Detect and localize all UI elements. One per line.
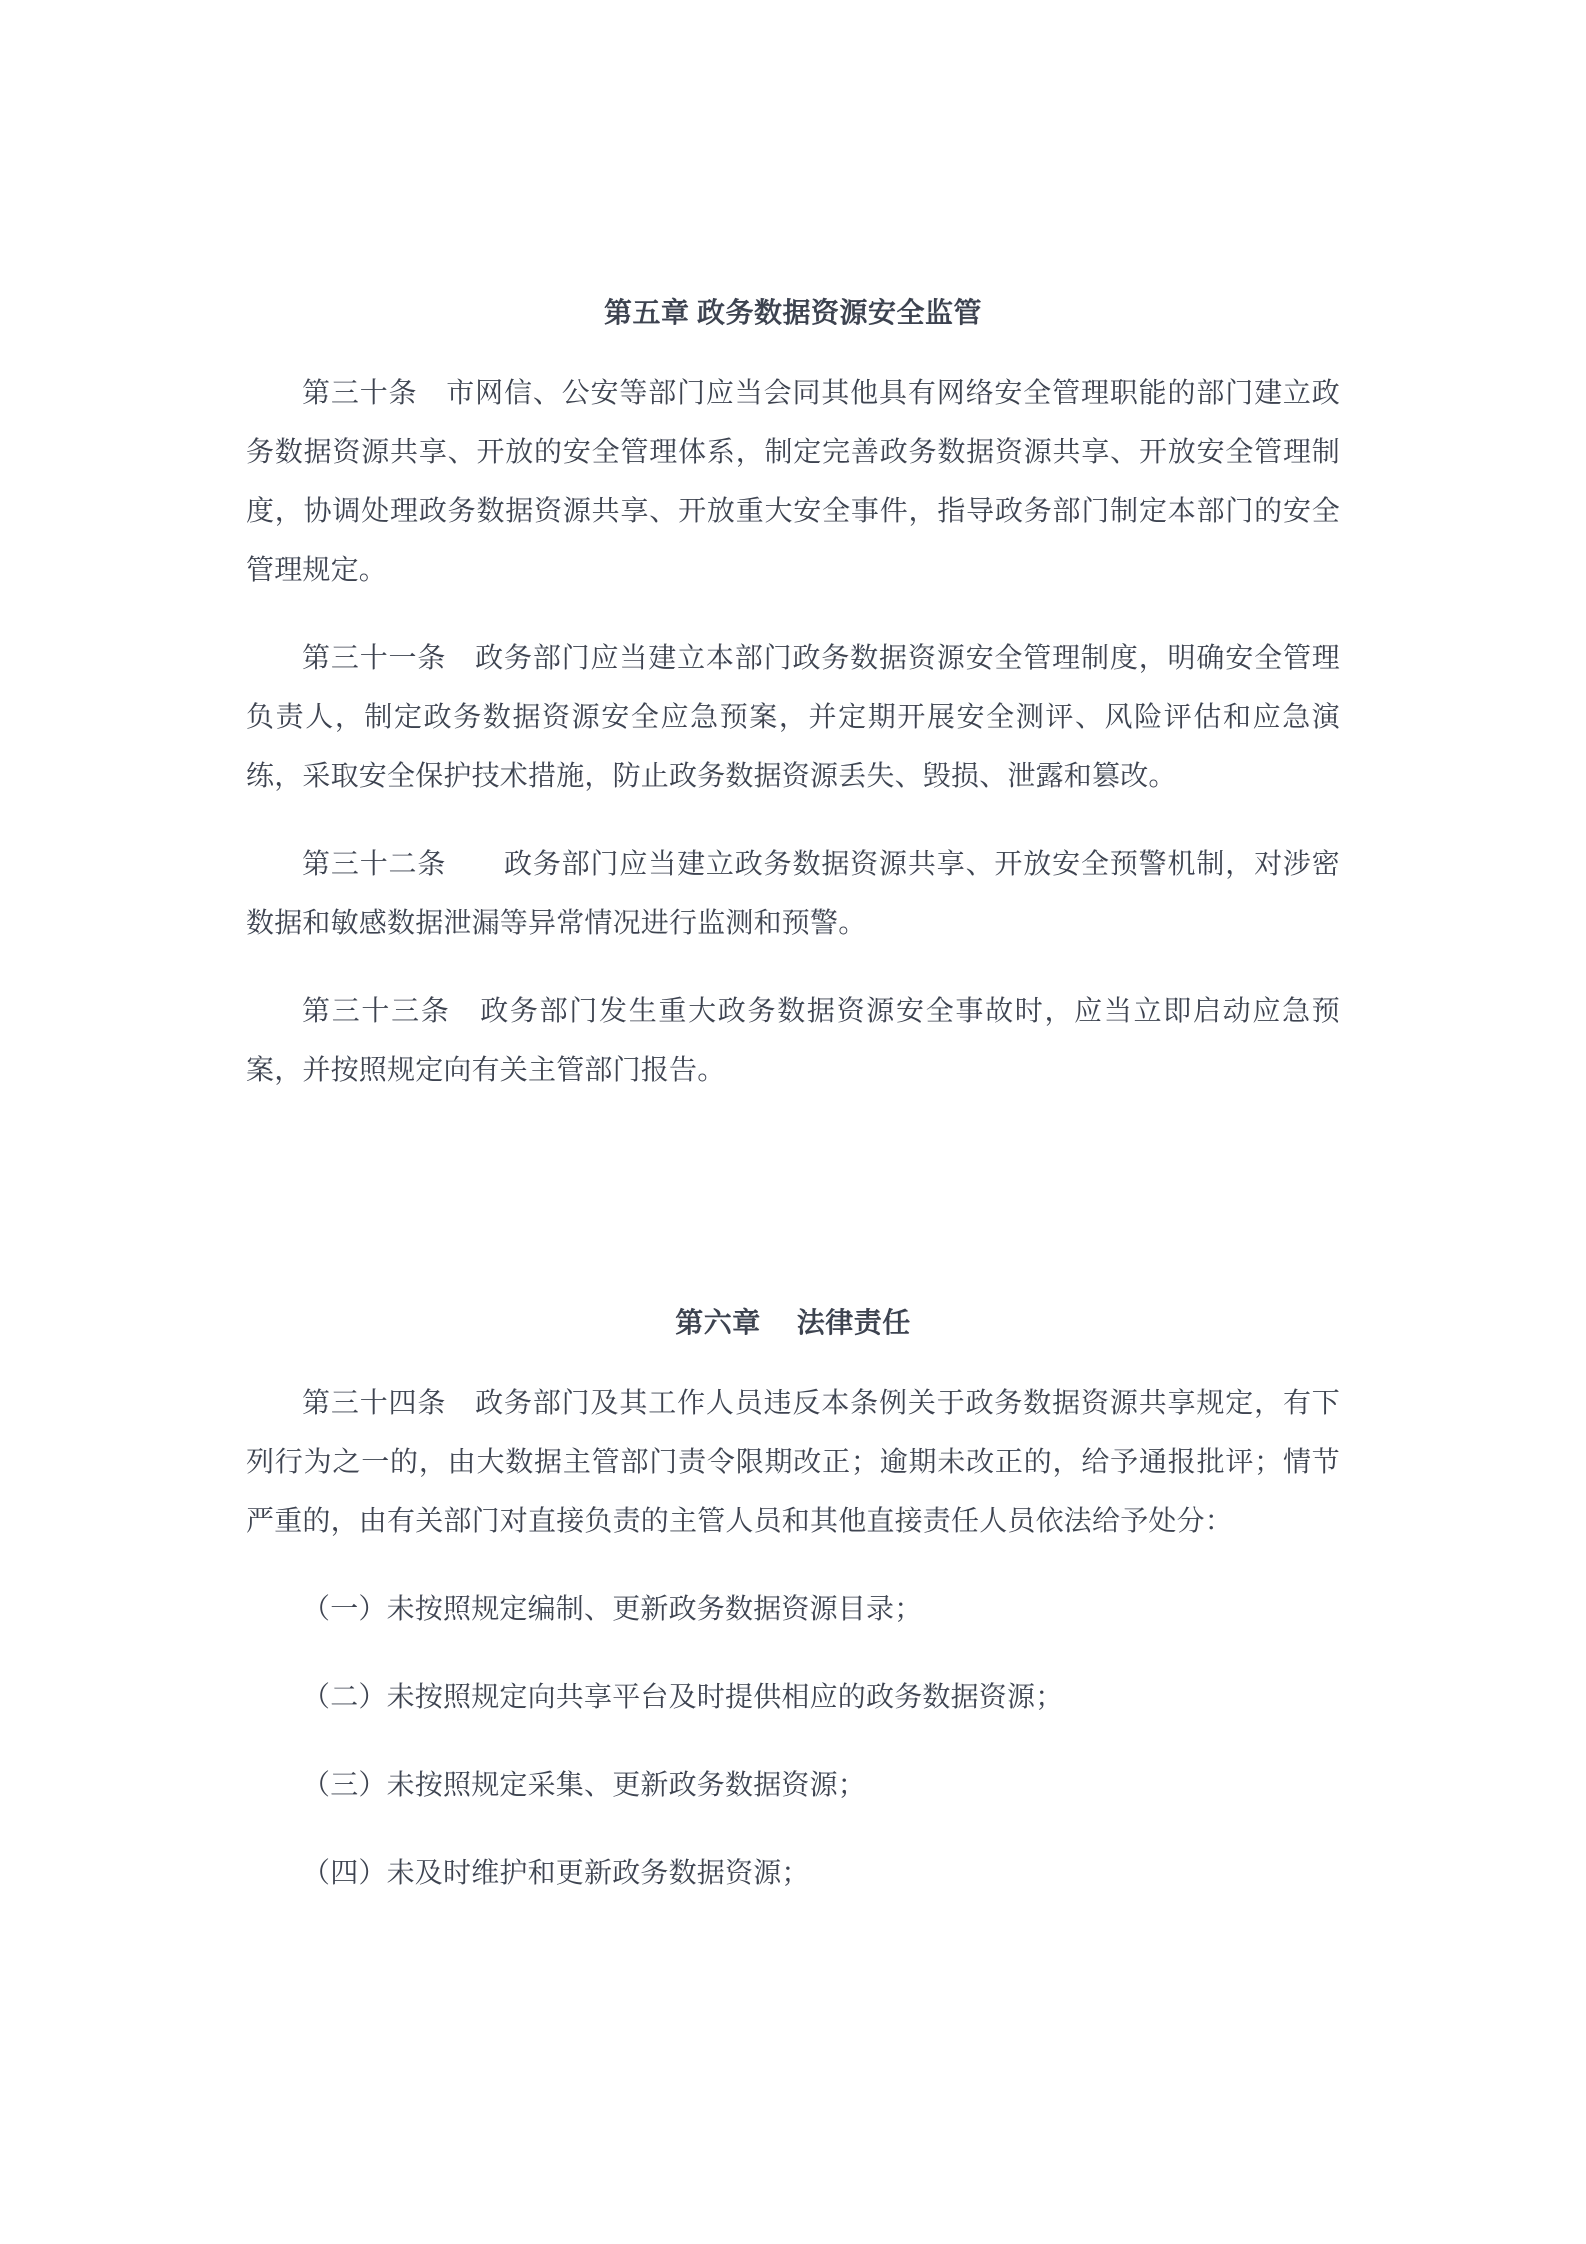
chapter-six-heading: 第六章 法律责任	[675, 1308, 911, 1339]
article-34	[246, 1374, 1340, 1551]
article-34-text: 政务部门及其工作人员违反本条例关于政务数据资源共享规定，有下列行为之一的，由大数据主管部门责令限期改正；逾期未改正的，给予通报批评；情节严重的，由有关部门对直接负责的主管人员和其他直接责任人员依法给予处分：	[246, 1388, 1340, 1537]
page-content	[246, 0, 1340, 1903]
article-31-gap	[446, 643, 475, 674]
article-30-label: 第三十条	[302, 378, 418, 409]
article-31-text: 政务部门应当建立本部门政务数据资源安全管理制度，明确安全管理负责人，制定政务数据资源安全应急预案，并定期开展安全测评、风险评估和应急演练，采取安全保护技术措施，防止政务数据资源丢失、毁损、泄露和篡改。	[246, 643, 1340, 792]
article-32	[246, 835, 1340, 953]
article-30-gap	[417, 378, 446, 409]
article-33-label: 第三十三条	[302, 996, 451, 1027]
article-30-text: 市网信、公安等部门应当会同其他具有网络安全管理职能的部门建立政务数据资源共享、开放的安全管理体系，制定完善政务数据资源共享、开放安全管理制度，协调处理政务数据资源共享、开放重大安全事件，指导政务部门制定本部门的安全管理规定。	[246, 378, 1340, 586]
article-32-label: 第三十二条	[302, 849, 447, 880]
article-32-text: 政务部门应当建立政务数据资源共享、开放安全预警机制，对涉密数据和敏感数据泄漏等异常情况进行监测和预警。	[246, 849, 1340, 939]
list-item: （三）未按照规定采集、更新政务数据资源；	[302, 1770, 867, 1801]
article-31-label: 第三十一条	[302, 643, 447, 674]
article-33-text: 政务部门发生重大政务数据资源安全事故时，应当立即启动应急预案，并按照规定向有关主管部门报告。	[246, 996, 1340, 1086]
chapter-five-heading: 第五章 政务数据资源安全监管	[603, 298, 982, 329]
article-34-gap	[446, 1388, 475, 1419]
article-32-gap	[446, 849, 504, 880]
article-33-gap	[451, 996, 481, 1027]
article-30	[246, 364, 1340, 600]
section-spacer	[246, 1100, 1340, 1192]
list-item: （二）未按照规定向共享平台及时提供相应的政务数据资源；	[302, 1682, 1064, 1713]
article-34-label: 第三十四条	[302, 1388, 447, 1419]
article-33	[246, 982, 1340, 1100]
list-item: （四）未及时维护和更新政务数据资源；	[302, 1858, 810, 1889]
list-item: （一）未按照规定编制、更新政务数据资源目录；	[302, 1594, 923, 1625]
article-31	[246, 629, 1340, 806]
